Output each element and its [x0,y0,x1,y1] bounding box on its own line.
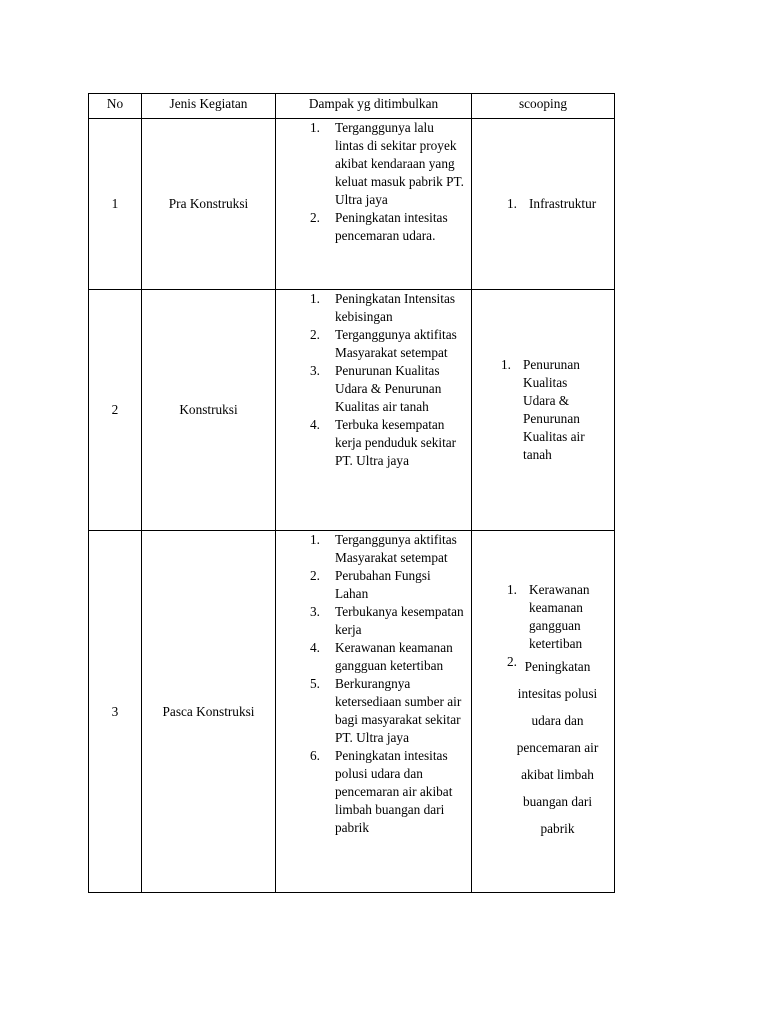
list-number: 4. [310,640,320,655]
list-number: 1. [310,532,320,547]
list-text: Penurunan Kualitas Udara & Penurunan Kualitas air tanah [335,363,442,414]
list-number: 1. [501,357,511,372]
list-text: Perubahan Fungsi Lahan [335,568,431,601]
impact-list [276,119,471,245]
list-item [276,326,471,362]
list-item [276,416,471,470]
list-item [276,567,471,603]
header-scooping: scooping [472,94,615,119]
impact-list [276,531,471,837]
list-text: Terganggunya aktifitas Masyarakat setempat [335,327,457,360]
table-row [89,119,615,290]
list-number: 1. [507,582,517,597]
impact-table [88,93,615,893]
scooping-list [472,581,614,842]
table-row [89,290,615,531]
list-number: 1. [310,291,320,306]
scooping-cell [472,531,615,893]
list-number: 3. [310,363,320,378]
impact-list [276,290,471,470]
activity-type: Konstruksi [142,290,276,531]
list-item [276,531,471,567]
list-number: 2. [310,210,320,225]
list-text: Kerawanan keamanan gangguan ketertiban [335,640,453,673]
scooping-cell [472,290,615,531]
list-item [276,639,471,675]
list-number: 1. [507,196,517,211]
row-number: 3 [89,531,142,893]
impact-cell [276,119,472,290]
list-text: Peningkatan Intensitas kebisingan [335,291,456,324]
list-number: 1. [310,120,320,135]
list-item [472,653,614,842]
list-text: Penurunan Kualitas Udara & Penurunan Kualitas air tanah [523,357,585,462]
list-number: 4. [310,417,320,432]
list-number: 2. [507,654,517,669]
list-text: Peningkatan intesitas polusi udara dan pencemaran air akibat limbah buangan dari pabrik [335,748,453,835]
list-number: 6. [310,748,320,763]
row-number: 1 [89,119,142,290]
list-item [276,747,471,837]
list-item [276,119,471,209]
table-row [89,531,615,893]
list-number: 2. [310,568,320,583]
scooping-cell [472,119,615,290]
list-item [472,195,614,213]
list-item [276,675,471,747]
list-text: Terganggunya lalu lintas di sekitar proyek akibat kendaraan yang keluat masuk pabrik PT. Ultra jaya [335,120,465,207]
list-item [472,581,614,653]
table-header-row [89,94,615,119]
list-text: Kerawanan keamanan gangguan ketertiban [529,582,590,651]
scooping-list [472,195,614,213]
impact-cell [276,531,472,893]
list-item [276,290,471,326]
scooping-list [472,356,614,464]
list-text: Berkurangnya ketersediaan sumber air bagi masyarakat sekitar PT. Ultra jaya [335,676,462,745]
list-number: 5. [310,676,320,691]
list-text: Peningkatan intesitas pencemaran udara. [335,210,448,243]
list-text: Terbuka kesempatan kerja penduduk sekitar PT. Ultra jaya [335,417,457,468]
activity-type: Pra Konstruksi [142,119,276,290]
list-number: 2. [310,327,320,342]
list-text: Peningkatan intesitas polusi udara dan pencemaran air akibat limbah buangan dari pabrik [516,659,599,836]
header-no: No [89,94,142,119]
impact-cell [276,290,472,531]
list-number: 3. [310,604,320,619]
row-number: 2 [89,290,142,531]
list-item [472,356,614,464]
list-text: Terganggunya aktifitas Masyarakat setempat [335,532,457,565]
list-text: Infrastruktur [529,196,597,211]
activity-type: Pasca Konstruksi [142,531,276,893]
list-text: Terbukanya kesempatan kerja [335,604,464,637]
list-item [276,603,471,639]
list-item [276,362,471,416]
list-item [276,209,471,245]
header-dampak: Dampak yg ditimbulkan [276,94,472,119]
header-jenis-kegiatan: Jenis Kegiatan [142,94,276,119]
